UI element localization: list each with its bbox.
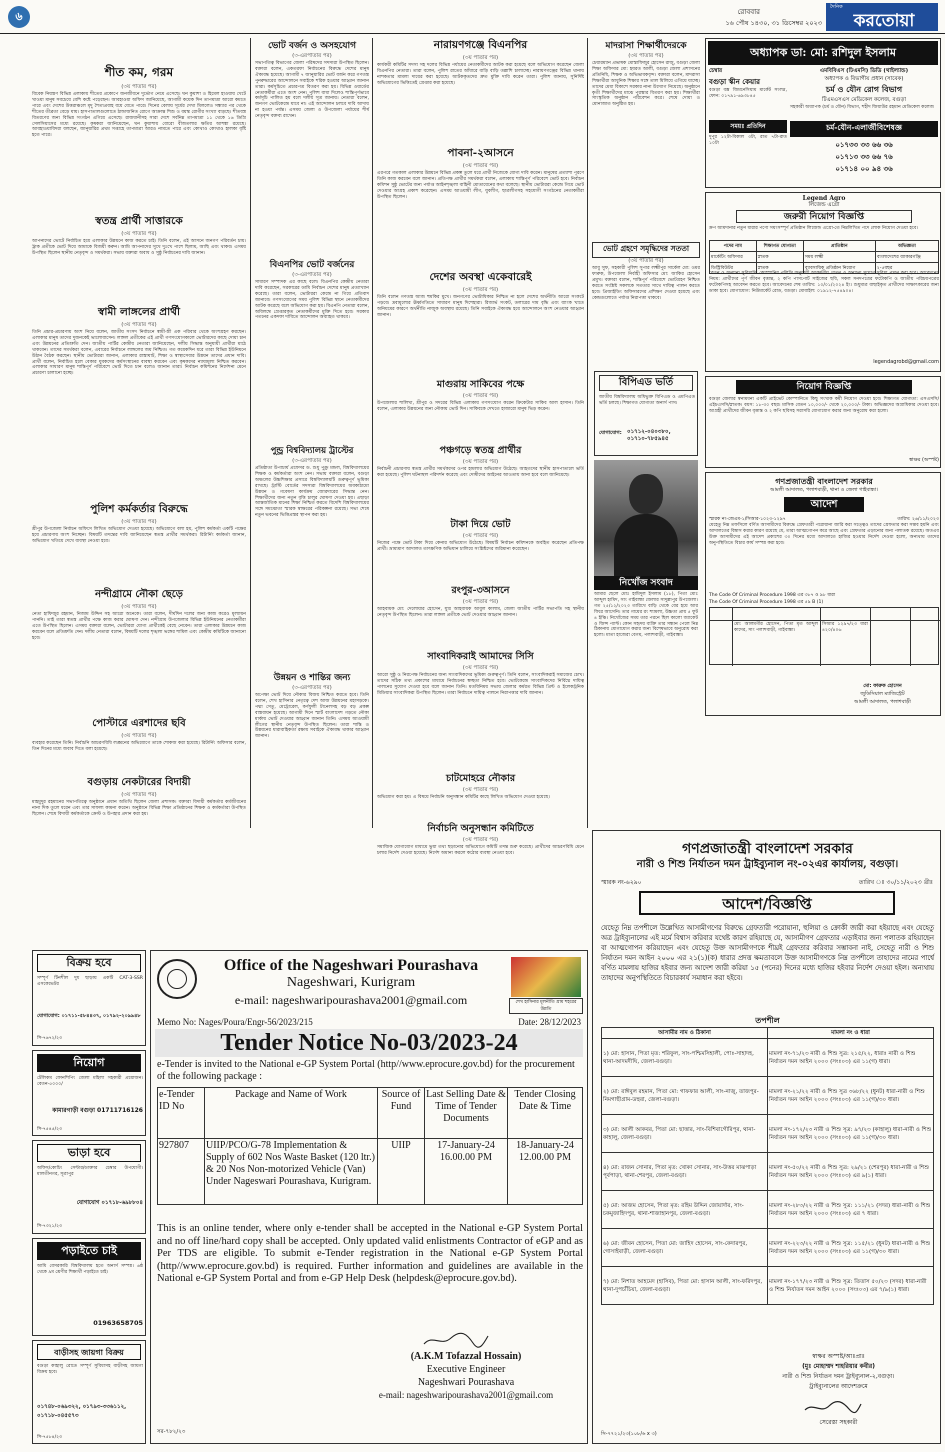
column-3 xyxy=(377,36,584,856)
niyog-ad xyxy=(705,376,941,468)
niyog-sign: স্বাক্ষর (অস্পষ্ট) xyxy=(909,457,939,463)
tender-signer: (A.K.M Tofazzal Hossain) xyxy=(410,1351,522,1362)
article-heading: পুন্ড্র বিশ্ববিদ্যালয় ট্রাস্টের xyxy=(270,446,354,456)
article-heading: ভোট গ্রহণে সমৃদ্ধিদের সততা xyxy=(592,242,700,258)
tender-th: e-Tender ID No xyxy=(158,1088,205,1139)
tender-cell: 17-January-24 16.00.00 PM xyxy=(425,1139,508,1205)
masthead-day: রোববার xyxy=(737,8,760,16)
article-heading: নারায়ণগঞ্জে বিএনপির xyxy=(433,39,528,51)
table-row xyxy=(602,1191,934,1229)
article-body: আপনাদের ভোটে নির্বাচিত হয়ে এলাকার উন্নয়নে কাজ করতে চাই। তিনি বলেন, এই আসনে জনগণ পরিবর্তন চায়। ট্রাক প্রতীকে ভোট দিয়ে আমাকে বিজয়ী করুন। আমি আপনাদের সুখে দুঃখে পাশে ছিলাম, আছি এবং থাকব। এসময় উপস্থিত ছিলেন স্থানীয় নেতৃবৃন্দ ও সমর্থকরা। সভায় বক্তারা অবাধ ও সুষ্ঠু নির্বাচনের দাবি জানান। xyxy=(32,239,246,256)
article-heading: ভোট বর্জন ও অসহযোগ xyxy=(267,41,357,51)
classified-ad xyxy=(32,950,146,1046)
page-number: ৬ xyxy=(15,10,23,23)
tender-role: Executive Engineer xyxy=(426,1364,506,1375)
article-continued: (৩য় পাতার পর) xyxy=(462,787,499,793)
gov2-th: মামলা নং ও ধারা xyxy=(768,1028,934,1039)
classified-ad xyxy=(32,1140,146,1234)
classifieds xyxy=(32,950,146,1444)
classified-ad xyxy=(32,1340,146,1444)
tender-signature xyxy=(421,1331,491,1349)
article-continued: (৩-এরপাতার পর) xyxy=(292,53,332,59)
article-body: নেতা হাফিজুর রহমান, নিজাম উদ্দিন সহ আরো অনেকে। তারা বলেন, দীর্ঘদিন দলের জন্য কাজ করেও মূল্যায়ন পাননি। তাই তারা স্বতন্ত্র প্রার্থীর পক্ষে কাজ করার ঘোষণা দেন। নন্দীগ্রাম উপজেলার বিভিন্ন ইউনিয়নের নেতাকর্মীরা এতে উপস্থিত ছিলেন। এসময় বক্তারা বলেন, ভোটাররা যোগ্য প্রার্থীকেই বেছে নেবেন। তারা এলাকার উন্নয়নে কাজ করবেন বলে প্রতিশ্রুতি দেন। দলীয় নেতারা বলেন, বিষয়টি দলের শৃঙ্খলা ভঙ্গের শামিল এবং কেন্দ্রীয় কমিটিকে জানানো হবে। xyxy=(32,612,246,641)
classified-text: আমি বেসরকারি বিশ্ববিদ্যালয় হতে অনার্স সম্পন্ন। ৬ষ্ঠ থেকে ৯ম শ্রেণীর শিক্ষার্থী পড়াইতে চাই। xyxy=(37,1264,143,1275)
table-cell: মামলা নং-২২৩/২২ নারী ও শিশু সুত্র: ১১৫/২১ (ধুনট) ধারা-নারী ও শিশু নির্যাতন দমন আইন ২০০০ (সংঃ০৩) এর ১১(গ)/৩০ ধারা। xyxy=(768,1229,934,1267)
legend-title: জরুরী নিয়োগ বিজ্ঞপ্তি xyxy=(736,210,912,223)
gov2-date: তারিখ ঃ ৩০/১১/২০২৩ খ্রীঃ xyxy=(858,879,933,886)
legend-intro: ক্রপ আমদানার নতুন ধারার পণ্যে সয়ংসম্পূর্ণ প্রতিষ্ঠান লিজেন্ড এগ্রো-তে নিম্নলিখিত পদে লোক নিয়োগ দেওয়া হবে। xyxy=(709,226,918,231)
article-body: নিজের পক্ষে ভোট টাকা দিয়ে কেনার অভিযোগ উঠেছে। বিষয়টি নির্বাচন কমিশনকে অবহিত করেছেন প্রতিপক্ষ প্রার্থী। ভ্রাম্যমাণ আদালত তাৎক্ষণিক অভিযান চালিয়ে সংশ্লিষ্টদের জরিমানা করেছেন। xyxy=(377,541,584,552)
gov1-table-text: মো: আলমগীর হোসেন, পিতা মৃত আব্দুল কাদের, সাং পলাশবাড়ী, গাইবান্ধা। xyxy=(734,622,818,633)
legend-cell: ডিস্ট্রিবিউটর xyxy=(710,263,757,274)
gov1-sign-place: আমলী আদালত, পলাশবাড়ী xyxy=(854,699,911,705)
classified-phone: যোগাযোগ ০১৭১৮-৬৯৮৮০৪ xyxy=(76,1200,143,1206)
masthead-brand-box xyxy=(826,3,938,31)
article-continued: (৩য় পাতার পর) xyxy=(121,604,157,610)
legend-cell: স্নাতক xyxy=(756,252,803,263)
tender-place: Nageshwari, Kurigram xyxy=(286,975,416,990)
missing-title: নিখোঁজ সংবাদ xyxy=(594,576,698,590)
article-heading: মাদরাসা শিক্ষার্থীদেরকে xyxy=(605,41,687,51)
article-heading: স্বামী লাঙ্গলের প্রার্থী xyxy=(98,306,180,318)
article-heading: রংপুর-৩আসনে xyxy=(451,585,510,596)
article-body: অভিযোগ করা হয়। এ বিষয়ে নির্বাচনি অনুসন্ধান কমিটির কাছে লিখিত অভিযোগ দেওয়া হয়েছে। xyxy=(377,795,550,800)
article-body: শ্রীপুর উপজেলা নির্বাচন অফিসে লিখিত অভিযোগ দেওয়া হয়েছে। অভিযোগে বলা হয়, পুলিশ কর্মকর্তা একটি পক্ষের হয়ে প্রচারণায় অংশ নিচ্ছেন। বিষয়টি তদন্তের দাবি জানিয়েছেন স্বতন্ত্র প্রার্থীর সমর্থকরা। রিটার্নিং কর্মকর্তা জানান, অভিযোগ খতিয়ে দেখে ব্যবস্থা নেওয়া হবে। xyxy=(32,527,246,544)
doctor-college: টিএমএসএস মেডিকেল কলেজ, বগুড়া xyxy=(821,97,907,103)
classified-phone: ০১৭৪৮-০৬৯৩২২, ০১৭৯৩-৩৩৬১১২, ০১৭১৮-০৪৫৫৭৩ xyxy=(37,1404,127,1419)
gov1-law2: The Code Of Criminal Procedure 1998 এর ৫৯ B (1) xyxy=(709,600,824,605)
doctor-phone: ০১৭১৩ ৩৩ ৬৬ ৭৬ xyxy=(835,153,893,161)
table-row xyxy=(602,1039,934,1077)
article-heading: উন্নয়ন ও শান্তির জন্য xyxy=(273,673,351,683)
bped-text: জাতীয় বিশ্ববিদ্যালয় অধিভুক্ত বিপিএড ও এমপিএড ভর্তি চলছে। শিক্ষাগত যোগ্যতা অনার্স পাস। xyxy=(599,395,695,406)
doctor-phone: ০১৭৩৩ ৩৩ ৬৬ ৩৬ xyxy=(835,141,893,149)
classified-code: সি-৭৩২১/২৩ xyxy=(37,1224,62,1229)
article-continued: (৩য় পাতার পর) xyxy=(462,287,499,293)
table-cell: মামলা নং-৭১/২৩ নারী ও শিশু সুত্র: ২১৫/২২, ধারাঃ নারী ও শিশু নির্যাতন দমন আইন ২০০০ (সংঃ০৩) এর ১১(গ) ধারা। xyxy=(768,1039,934,1077)
classified-code: সি-৭৫৮৪/২৩ xyxy=(37,1435,62,1440)
article-body: এরপরে গতকাল এলাকার উন্নয়নে বিভিন্ন প্রকল্প তুলে ধরে প্রার্থী নিজেকে যোগ্য দাবি করেন। মানুষের প্রত্যাশা পূরণে তিনি কাজ করবেন বলে জানান। প্রতিপক্ষ প্রার্থীর সমর্থকরা বলেন, এলাকায় শান্তিপূর্ণ পরিবেশে ভোট হবে। নির্বাচন কমিশন সুষ্ঠু ভোটের জন্য পর্যাপ্ত আইনশৃঙ্খলা বাহিনী মোতায়েনের কথা বলেছে। স্থানীয় ভোটাররা কেন্দ্রে গিয়ে ভোট দেওয়ার আগ্রহ প্রকাশ করেছেন। এসময় আওয়ামী লীগ, যুবলীগ, ছাত্রলীগসহ সহযোগী সংগঠনের নেতাকর্মীরা উপস্থিত ছিলেন। xyxy=(377,171,584,200)
chamber-label: চেম্বার xyxy=(709,68,723,74)
tender-title: Tender Notice No-03/2023-24 xyxy=(155,1029,583,1057)
tender-th: Package and Name of Work xyxy=(205,1088,378,1139)
article-body: উপজেলার শালিখা, শ্রীপুর ও সদরের বিভিন্ন এলাকায় গণসংযোগ করেন ক্রিকেটার সাকিব আল হাসান। তিনি বলেন, এলাকার উন্নয়নের জন্য নৌকায় ভোট দিন। সাকিবকে দেখতে হাজারো মানুষ ভিড় করেন। xyxy=(377,401,584,412)
classified-phone: কামারগাড়ী বগুড়া 01711716126 xyxy=(52,1107,143,1114)
classified-text: অফিস/কোচিং সেন্টার/ডাক্তার চেম্বার উপযোগী। মালতীনগর, সূত্রাপুর xyxy=(37,1166,143,1177)
article-continued: (৩-এরপাতার পর) xyxy=(292,685,332,691)
table-cell: ৬) মো: জীবন হোসেন, পিতা মো: জাহিদ হোসেন, সাং-কেদারপুর, গোসাইবাড়ী, জেলা-বগুড়া। xyxy=(602,1229,768,1267)
gov1-table-text: সিআর ১২৯৭/২৩ ধারা ৪২০/৪০৬ xyxy=(822,622,868,633)
article-heading: নির্বাচনি অনুসন্ধান কমিটিতে xyxy=(427,823,534,834)
article-heading: দেশের অবস্থা একেবারেই xyxy=(429,271,532,283)
table-cell: ১) মো: হাসান, পিতা মৃত: শরিফুল, সাং-পশ্চিমসিহালী, পোঃ-সাহাদহ, থানা-আদমদীঘি, জেলা-বগুড়া। xyxy=(602,1039,768,1077)
gov2-code: সি-৭৭২১/২৩(১০৮/৬ x ৩) xyxy=(601,1431,657,1437)
tender-office: Office of the Nageshwari Pourashava xyxy=(223,957,479,974)
article-continued: (৩য় পাতার পর) xyxy=(121,322,157,328)
article-heading: টাকা দিয়ে ভোট xyxy=(450,519,511,530)
chamber-address: বগুড়া বক্স জিমনেসিয়াম মার্কেট সংলগ্ন, ফোন: ০১৭৯১-৬৯৩৮৪৫ xyxy=(709,88,787,99)
doctor-right xyxy=(790,68,938,186)
gov1-body: যেহেতু নিম্ন তফসিলে বর্ণিত আসামীদের বিরুদ্ধে গ্রেফতারী পরোয়ানা জারি করা সত্ত্বেও তাদের গ্রেফতার করা সম্ভব হয়নি এবং আদালতের বিশ্বাস করার কারণ রয়েছে যে, তারা আত্মগোপন করে আছে এবং গ্রেফতার এড়ানোর জন্য পলাতক রয়েছে। অতএব উক্ত আসামীদের এই আদেশ প্রকাশের ৩০ দিনের মধ্যে আদালতে হাজির হওয়ার নির্দেশ দেওয়া হলো, অন্যথায় তাদের অনুপস্থিতিতে বিচার কার্য সম্পন্ন করা হবে। xyxy=(709,523,939,546)
legend-cell: সময় লক্ষ্মী xyxy=(803,252,875,263)
classified-code: সি-৭৬৭২/২৩ xyxy=(37,1036,62,1041)
article-body: সভাপতিত্ব বিভাগের জেলা পরিষদের সদস্যরা উপস্থিত ছিলেন। বক্তারা বলেন, একতরফা নির্বাচনের বিরুদ্ধে দেশের মানুষ ঐক্যবদ্ধ হয়েছে। আগামী ৭ জানুয়ারির ভোট বর্জন করে গণতন্ত্র পুনরুদ্ধারের আন্দোলনে সবাইকে শরিক হওয়ার আহ্বান জানান তারা। কর্মসূচিতে প্রচারপত্র বিতরণ করা হয়। বিভিন্ন ওয়ার্ডের নেতাকর্মীরা এতে অংশ নেন। পুলিশ বাধা দিলেও শান্তিপূর্ণভাবে কর্মসূচি পালিত হয় বলে দলীয় সূত্র জানায়। নেতারা বলেন, জনগণ ভোটকেন্দ্রে যাবে না। এই আন্দোলন চলবে দাবি আদায় না হওয়া পর্যন্ত। এসময় জেলা ও উপজেলা পর্যায়ের শীর্ষ নেতৃবৃন্দ বক্তব্য রাখেন। xyxy=(255,61,369,120)
doctor-dept: অধ্যাপক ও বিভাগীয় প্রধান (সাবেক) xyxy=(824,76,904,82)
emblem xyxy=(157,959,197,999)
signature-mark xyxy=(803,1399,863,1413)
legend-cell: স্নাতক xyxy=(756,263,803,274)
gov1-table xyxy=(709,607,939,665)
article-heading: পাবনা-২আসনে xyxy=(447,147,514,159)
time-text: দুপুর ১২টা-বিকাল ৩টা, রাত ৭টা-রাত ১০টা xyxy=(709,135,787,146)
tender-date: Date: 28/12/2023 xyxy=(518,1017,581,1027)
article-continued: (৩য় পাতার পর) xyxy=(121,792,157,798)
gov2-sign-3: নারী ও শিশু নির্যাতন দমন ট্রাইব্যুনাল-২,বগুড়া। xyxy=(782,1373,895,1380)
niyog-body: বগুড়া জেলার স্বনামধন্য একটি প্রাইভেট কোম্পানিতে কিছু সংখ্যক কর্মী নিয়োগ দেওয়া হবে। শিক্ষাগত যোগ্যতা: এসএসসি/এইচএসসি/স্নাতক। বয়স: ১৮-৩০ বছর। মাসিক বেতন ১০,০০০/- থেকে ২০,০০০/- টাকা। অভিজ্ঞদের অগ্রাধিকার দেওয়া হবে। আগ্রহী প্রার্থীদের জীবন বৃত্তান্ত ও ২ কপি ছবিসহ সরাসরি যোগাযোগ করার জন্য অনুরোধ করা হলো। xyxy=(709,397,939,414)
gov2-clerk: সেরেস্তা সহকারী xyxy=(819,1419,858,1426)
person-figure xyxy=(629,474,663,514)
article-continued: (৩য় পাতার পর) xyxy=(121,84,157,90)
classified-title: পড়াইতে চাই xyxy=(37,1242,141,1260)
classified-title: বাড়ীসহ জায়গা বিক্রয় xyxy=(37,1344,141,1360)
article-continued: (৩য় পাতার পর) xyxy=(121,519,157,525)
gov2-body: যেহেতু নিম্ন তপশীলে উল্লেখিত আসামীগণের বিরুদ্ধে গ্রেফতারী পরোয়ানা, হুলিয়া ও ক্রোকী জারী করা হইয়াছে এবং যেহেতু অত্র ট্রাইব্যুনালের এই মর্মে বিশ্বাস করিবার যথেষ্ট কারণ রহিয়াছে যে, আসামীগণ গ্রেফতার এড়াইবার জন্য পলাতক রহিয়াছেন বা আত্মগোপন করিয়াছেন এবং যেহেতু উক্ত আসামীগণকে শীঘ্রই গ্রেফতার করিবার সম্ভাবনা নাই, সেহেতু নারী ও শিশু নির্যাতন দমন আইন ২০০০ এর ২১(১)(ক) ধারার প্রদত্ত ক্ষমতাবলে উক্ত আসামীগণকে নিম্ন তপশীলে তাহাদের নামের পার্শ্বে বর্ণিত মামলায় হাজির হইবার জন্য আদেশ জারী করিয়া ১৫ (পনের) দিনের মধ্যে হাজির হইবার নির্দেশ দেওয়া হইল। অন্যথায় তাহাদের অনুপস্থিতিতে বিচারকার্য সমাধান করা হইবে। xyxy=(601,924,934,982)
gov2-subtitle: নারী ও শিশু নির্যাতন দমন ট্রাইব্যুনাল নং-০২এর কার্যালয়, বগুড়া। xyxy=(636,859,899,870)
article-heading: পোস্টারে এরশাদের ছবি xyxy=(92,718,186,729)
masthead-date: ১৬ পৌষ ১৪৩০, ৩১ ডিসেম্বর ২০২৩ xyxy=(725,19,822,27)
article-heading: পুলিশ কর্মকর্তার বিরুদ্ধে xyxy=(90,503,188,515)
column-rule xyxy=(587,38,588,828)
doctor-phone: ০১৭১৪ ০০ ৯৪ ৩৬ xyxy=(835,165,893,173)
gov1-subtitle: আমলী আদালত, পলাশবাড়ী, থানা ও জেলা গাইবান্ধা। xyxy=(770,487,878,493)
table-row xyxy=(602,1077,934,1115)
article-continued: (৩য় পাতার পর) xyxy=(462,599,499,605)
bped-title: বিপিএড ভর্তি xyxy=(599,375,693,391)
doctor-left xyxy=(709,68,787,186)
classified-code: সি-৭৫৪৫/২৩ xyxy=(37,1127,62,1132)
article-heading: স্বতন্ত্র প্রার্থী সাত্তারকে xyxy=(95,215,183,227)
gov-order-2 xyxy=(592,830,941,1444)
table-row xyxy=(602,1229,934,1267)
legend-cell: মার্কেটিং অফিসার xyxy=(710,252,757,263)
tender-email2: e-mail: nageshwaripourashava2001@gmail.com xyxy=(378,1390,554,1400)
tender-badge: শেখ হাসিনার মূলনীতি গ্রাম শহরের উন্নতি xyxy=(509,998,583,1014)
article-continued: (৩য় পাতার পর) xyxy=(628,258,664,264)
tender-note: This is an online tender, where only e-tender shall be accepted in the National e-GP System Portal and no off line/hard copy shall be accepted. Only updated valid enlistments Contractor of eGP and as Per TDS are eligible. To submit e-Tender registration in the National e-GP System Portal (http//www.eprocure.gov.bd) is required. Further information and guidelines are available in the National e-GP System Portal and from e-GP Help Desk (helpdesk@eprocure.gov.bd). xyxy=(157,1223,583,1284)
doctor-note: সহকারী অধ্যাপক (চর্ম ও যৌন) বিভাগ, শহীদ জিয়াউর রহমান মেডিকেল কলেজ xyxy=(790,105,934,110)
masthead-brand: করতোয়া xyxy=(853,11,915,31)
masthead xyxy=(0,0,945,34)
legend-cell: ব্যাবসায়িক প্রতিষ্ঠান নিয়োগ xyxy=(803,263,875,274)
tender-th: Last Selling Date & Time of Tender Documents xyxy=(425,1088,508,1139)
time-label: সময়ঃ প্রতিদিন xyxy=(709,120,787,133)
page-number-badge xyxy=(8,6,30,28)
article-continued: (৩য় পাতার পর) xyxy=(121,733,157,739)
article-body: সমাজিক যোগাযোগ মাধ্যমে ভুয়া তথ্য ছড়ানোর অভিযোগে কমিটি তদন্ত শুরু করেছে। প্রার্থীদের আচরণবিধি মেনে চলার নির্দেশ দেওয়া হয়েছে। নির্দেশ অমান্য করলে কঠোর ব্যবস্থা নেওয়া হবে। xyxy=(377,845,584,856)
table-cell: ৪) মো: রাজন সোনার, পিতা মৃত: খোকা সোনার, সাং-উত্তর মাঝপাড়া পূর্বপাড়া, থানা-শেরপুর, জেলা-বগুড়া। xyxy=(602,1153,768,1191)
article-continued: (৩য় পাতার পর) xyxy=(462,55,499,61)
legend-th: শিক্ষাগত যোগ্যতা xyxy=(756,241,803,252)
tender-memo: Memo No: Nages/Poura/Engr-56/2023/215 xyxy=(157,1017,313,1027)
table-cell: মামলা নং-২১/২২ নারী ও শিশু সুত্র ৩৬৮/২২ (ধুনট) ধারা-নারী ও শিশু নির্যাতন দমন আইন ২০০০ (সংঃ০৩) এর ১১(গ)/৩০ ধারা। xyxy=(768,1077,934,1115)
article-continued: (৩য় পাতার পর) xyxy=(628,53,664,59)
article-continued: (৩-এরপাতার পর) xyxy=(292,272,332,278)
article-heading: পঞ্চগড়ে স্বতন্ত্র প্রার্থীর xyxy=(439,445,522,456)
article-heading: শীত কম, গরম xyxy=(104,65,174,79)
tender-cell: 18-January-24 12.00.00 PM xyxy=(508,1139,583,1205)
classified-phone: 01963658705 xyxy=(93,1319,143,1327)
tender-th: Tender Closing Date & Time xyxy=(508,1088,583,1139)
gov1-date: তারিখ: ২৬/১১/২০২৩ xyxy=(897,517,939,522)
article-body: ব্যবহার করেছেন তিনি। নির্বাচনি আচরণবিধি লঙ্ঘনের অভিযোগে তাকে শোকজ করা হয়েছে। রিটার্নিং অফিসার বলেন, তিন দিনের মধ্যে জবাব দিতে বলা হয়েছে। xyxy=(32,741,246,752)
table-row xyxy=(158,1139,583,1205)
doctor-degree: এমবিবিএস (ঢিএমসি) ডিডি (থাইল্যান্ড) xyxy=(819,68,909,74)
article-body: আহবায়ক মো: দেলোয়ার হোসেন, যুগ্ম আহবায়ক আবুল কালাম, জেলা জাতীয় পার্টির সভাপতি সহ স্থানীয় নেতৃবৃন্দ উপস্থিত ছিলেন। তারা লাঙ্গল প্রতীকে ভোট দেওয়ার আহ্বান জানান। xyxy=(377,607,584,618)
missing-text: আমার ছেলে মোঃ হামিদুল ইসলাম (১৮), পিতা মোঃ আব্দুল হামিদ, সাং গাইবান্ধা জেলার সাদুল্লাপুর উপজেলা। গত ২৫/১২/২০২৩ তারিখে বাড়ি থেকে বের হয়ে আর ফিরে আসেনি। তার গায়ের রং শ্যামলা, উচ্চতা প্রায় ৫ ফুট ৪ ইঞ্চি। নিখোঁজের সময় তার পরনে ছিল কালো জ্যাকেট ও জিন্স প্যান্ট। কোন সহৃদয় ব্যক্তি তার সন্ধান পেলে নিম্ন ঠিকানায় যোগাযোগ করার জন্য বিশেষভাবে অনুরোধ করা হলো। মাতা হাজেরা বেগম, পলাশবাড়ী, গাইবান্ধা। xyxy=(594,592,698,639)
tender-org: Nageshwari Pourashava xyxy=(417,1377,515,1388)
masthead-brand-small: দৈনিক xyxy=(830,4,843,10)
tender-cell: 927807 xyxy=(158,1139,205,1205)
legend-th: পদের নাম xyxy=(710,241,757,252)
article-continued: (৩-এরপাতার পর) xyxy=(292,458,332,464)
table-row xyxy=(710,252,939,263)
article-body: কার্যকরী কমিটির সদস্য সহ দলের বিভিন্ন পর্যায়ের নেতাকর্মীদের আটক করা হয়েছে বলে অভিযোগ করেছেন জেলা বিএনপির নেতারা। তারা বলেন, পুলিশ রাতের আঁধারে বাড়ি বাড়ি তল্লাশি চালাচ্ছে। নারায়ণগঞ্জের বিভিন্ন থানায় নাশকতার মামলা দায়ের করা হয়েছে। আটককৃতদের দ্রুত মুক্তি দাবি করেন তারা। পুলিশ জানায়, সুনির্দিষ্ট অভিযোগের ভিত্তিতেই গ্রেপ্তার করা হয়েছে। xyxy=(377,63,584,86)
bped-phones: ০১৭১২-০৪০৩৮০, ০১৭১০-৭৮৫৯৪৫ xyxy=(627,429,671,442)
chamber-name: বগুড়া স্কীন কেয়ার xyxy=(709,78,760,86)
article-body: প্রতিষ্ঠাতা উপাচার্য প্রফেসর ড. শুধু পুণ্ড্র মন্ডল, বিশ্ববিদ্যালয়ের শিক্ষক ও কর্মকর্তারা অংশ নেন। সভায় বক্তারা বলেন, বগুড়া অঞ্চলের উচ্চশিক্ষার প্রসারে বিশ্ববিদ্যালয়টি গুরুত্বপূর্ণ ভূমিকা রাখছে। ট্রাস্টি বোর্ডের সদস্যরা বিশ্ববিদ্যালয়ের অবকাঠামো উন্নয়ন ও গবেষণা কার্যক্রম জোরদারের সিদ্ধান্ত নেন। শিক্ষার্থীদের জন্য নতুন বৃত্তি চালুর ঘোষণা দেওয়া হয়। এছাড়া আন্তর্জাতিক মানের শিক্ষা নিশ্চিত করতে বিদেশি বিশ্ববিদ্যালয়ের সঙ্গে সমঝোতা স্মারক স্বাক্ষরের পরিকল্পনা রয়েছে। সভা শেষে নতুন ভবনের ভিত্তিপ্রস্তর স্থাপন করা হয়। xyxy=(255,466,369,519)
classified-title: বিক্রয় হবে xyxy=(37,954,141,972)
legend-brand: Legend Agro xyxy=(802,195,846,202)
column-rule xyxy=(250,38,251,828)
table-rule xyxy=(820,608,821,666)
classified-ad xyxy=(32,1238,146,1336)
legend-email: legendagrobd@gmail.com xyxy=(873,359,939,365)
classified-text: সম্পূর্ণ টিনশীল দুধ ছাড়ায় একটি CAT-3-SSR এসকেভেটর xyxy=(37,976,143,987)
legend-th: অভিজ্ঞতা xyxy=(875,241,938,252)
tender-cell: UIIP/PCO/G-78 Implementation & Supply of 602 Nos Waste Basket (120 ltr.) & 20 Nos Non-motorized Vehicle (Van) Under Nageswari Pourashava, Kurigram. xyxy=(205,1139,378,1205)
gov2-order: আদেশ/বিজ্ঞপ্তি xyxy=(639,891,895,915)
article-heading: বিএনপির ভোট বর্জনের xyxy=(269,260,355,270)
article-body: সাধারণ সম্পাদক এর কাছে বলে। বিএনপির কেন্দ্রীয় নেতারা দাবি করেছেন, সরকারের ডামি নির্বাচন দেশের মানুষ প্রত্যাখ্যান করেছে। তারা বলেন, ভোটাররা কেন্দ্রে না গিয়ে প্রতিবাদ জানাবে। গণসংযোগের সময় পুলিশ বিভিন্ন স্থানে নেতাকর্মীদের আটক করেছে বলে অভিযোগ করা হয়। বিএনপি নেতারা বলেন, অবিলম্বে গ্রেপ্তারকৃত নেতাকর্মীদের মুক্তি দিতে হবে। সরকার পতনের একদফা দাবিতে আন্দোলন অব্যাহত থাকবে। xyxy=(255,280,369,321)
table-rule xyxy=(710,620,940,621)
article-heading: নন্দীগ্রামে নৌকা ছেড়ে xyxy=(95,589,183,600)
gov1-sign-name: মো: ফারুক হোসেন xyxy=(863,683,902,689)
article-continued: (৩য় পাতার পর) xyxy=(462,665,499,671)
article-continued: (৩য় পাতার পর) xyxy=(121,231,157,237)
missing-photo xyxy=(594,460,698,576)
article-body: অপেক্ষা ভোট দিয়ে নৌকার বিজয় নিশ্চিত করতে হবে। তিনি বলেন, শেখ হাসিনার নেতৃত্বে দেশ আজ উন্নয়নের মহাসড়কে। পদ্মা সেতু, মেট্রোরেল, কর্ণফুলী টানেলসহ বড় বড় প্রকল্প বাস্তবায়ন হয়েছে। আগামী দিনে স্মার্ট বাংলাদেশ গড়তে নৌকা মার্কায় ভোট দেওয়ার আহ্বান জানান তিনি। এসময় আওয়ামী লীগের স্থানীয় নেতৃবৃন্দ উপস্থিত ছিলেন। তারা শান্তি ও উন্নয়নের ধারাবাহিকতা রক্ষায় সবাইকে ঐক্যবদ্ধ থাকার আহ্বান জানান। xyxy=(255,693,369,740)
table-rule xyxy=(910,608,911,666)
article-continued: (৩য় পাতার পর) xyxy=(462,533,499,539)
tender-th: Source of Fund xyxy=(378,1088,425,1139)
table-cell: মামলা নং-১৭৭/২৩ নারী ও শিশু সূত্র: তিতাস ৫০/২৩ (সদর) ধারা-নারী ও শিশু নির্যাতন দমন আইন ২০০০ (সংঃ০৩) এর ৭/৯(১) ধারা। xyxy=(768,1267,934,1305)
gov2-sign-4: ট্রাইব্যুনালের আদেশক্রমে xyxy=(809,1383,868,1390)
table-cell: মামলা নং-৫০/২২ নারী ও শিশু সুত্র: ২৯/২১ (শেরপুর) ধারা-নারী ও শিশু নির্যাতন দমন আইন ২০০০ (সংঃ০৩) এর ৯(১) ধারা। xyxy=(768,1153,934,1191)
article-heading: বগুড়ায় নেকটারের বিদায়ী xyxy=(87,777,191,788)
classified-title: ভাড়া হবে xyxy=(37,1144,141,1162)
classified-title: নিয়োগ xyxy=(37,1054,141,1072)
legend-table xyxy=(709,240,939,274)
gov2-sign-2: (মুঃ মোহাম্মদ শাহরিয়ার কবীর) xyxy=(802,1363,875,1370)
gov-order-1 xyxy=(705,472,941,716)
emblem-inner xyxy=(167,969,187,989)
classified-text: টেলিকম ফোনশিপিং জেলা মহিলা সহকারী প্রয়োজন। বেতন-৫০০০/ xyxy=(37,1076,143,1087)
table-row xyxy=(602,1115,934,1153)
niyog-title: নিয়োগ বিজ্ঞপ্তি xyxy=(736,380,912,394)
gov2-sign-1: স্বাক্ষর অস্পষ্ট/আঃপ্রাঃ xyxy=(812,1353,865,1360)
gov2-table xyxy=(601,1027,934,1305)
classified-phone: যোগাযোগ: ০১৭১১-৫৮৪৪৩৭, ০১৭৯২-২০৯৯৪৮ xyxy=(37,1013,141,1019)
article-continued: (৩য় পাতার পর) xyxy=(462,837,499,843)
article-body: নির্বাচনী প্রচারণায় স্বতন্ত্র প্রার্থীর সমর্থকদের ওপর হামলার অভিযোগ উঠেছে। আহতদের স্থানীয় হাসপাতালে ভর্তি করা হয়েছে। পুলিশ ঘটনাস্থল পরিদর্শন করেছে এবং দোষীদের আইনের আওতায় আনা হবে বলে জানিয়েছে। xyxy=(377,467,584,478)
article-continued: (৩য় পাতার পর) xyxy=(462,459,499,465)
article-body: চেয়ারম্যান প্রভাষক মোস্তাফিজুর হোসেন রাজু, বগুড়া জেলা শিক্ষা অফিসার মো: হযরত আলী, বগুড়া জেলা প্রশাসনের প্রতিনিধি, শিক্ষক ও অভিভাবকবৃন্দ। বক্তারা বলেন, মাদরাসা শিক্ষার্থীরা আধুনিক শিক্ষার সঙ্গে তাল মিলিয়ে এগিয়ে যাচ্ছে। তাদের মেধা বিকাশে সরকার নানা উদ্যোগ নিয়েছে। অনুষ্ঠানে কৃতী শিক্ষার্থীদের মাঝে পুরস্কার বিতরণ করা হয়। শিক্ষার্থীরা সাংস্কৃতিক অনুষ্ঠান পরিবেশন করে। শেষে দোয়া ও মোনাজাত অনুষ্ঠিত হয়। xyxy=(592,61,700,108)
classified-ad xyxy=(32,1050,146,1136)
article-body: তিনি বলেন গণতন্ত্র আজ হুমকির মুখে। জনগণের ভোটাধিকার নিশ্চিত না হলে দেশের অর্থনীতি আরো সংকটে পড়বে। দ্রব্যমূল্যের ঊর্ধ্বগতিতে সাধারণ মানুষ দিশেহারা। রিজার্ভ সংকট, ডলারের দাম বৃদ্ধি এবং ব্যাংক খাতে অনিয়মের কারণে অর্থনীতি নাজুক অবস্থায় রয়েছে। তিনি সবাইকে ঐক্যবদ্ধ হয়ে আন্দোলনে অংশ নেওয়ার আহ্বান জানান। xyxy=(377,295,584,318)
doctor-title: অধ্যাপক ডা: মো: রশিদুল ইসলাম xyxy=(708,41,938,65)
classified-text: বগুড়া কাহালু রোডে সম্পূর্ণ সুবিধাসহ বাড়ীসহ জায়গা বিক্রয় হবে। xyxy=(37,1364,143,1375)
gov2-list-title: তপশীল xyxy=(755,1015,780,1025)
table-cell: ৩) মো: আলী আকবর, পিতা মো: ছাত্তার, সাং-বিশিবাগৌরিপুর, থানা-কাহালু, জেলা-বগুড়া। xyxy=(602,1115,768,1153)
article-body: আরো সুষ্ঠু ও নিরপেক্ষ নির্বাচনের জন্য সাংবাদিকদের ভূমিকা গুরুত্বপূর্ণ। তিনি বলেন, সাংবাদিকরাই সমাজের চোখ। তাদের সঠিক তথ্য প্রকাশের মাধ্যমে নির্বাচনের স্বচ্ছতা নিশ্চিত হবে। ভোটকেন্দ্রে সাংবাদিকদের নির্বিঘ্নে দায়িত্ব পালনের সুযোগ দেওয়া হবে বলে জানান তিনি। মতবিনিময় সভায় জেলার কর্মরত বিভিন্ন প্রিন্ট ও ইলেকট্রনিক মিডিয়ার সাংবাদিকরা উপস্থিত ছিলেন। তারা নির্বাচনে দায়িত্ব পালনে নিরাপত্তার দাবি জানান। xyxy=(377,673,584,696)
legend-cell: ২-৫বছর xyxy=(875,263,938,274)
gov2-th: আসামীর নাম ও ঠিকানা xyxy=(602,1028,768,1039)
tender-intro: e-Tender is invited to the National e-GP System Portal (http//www.eprocure.gov.bd) for the procurement of the following package : xyxy=(157,1059,575,1082)
column-4 xyxy=(592,36,700,828)
gov1-law: The Code Of Criminal Procedure 1998 এর ৩৮৭ ও ৯৮ ধারা xyxy=(709,593,836,598)
article-body: মাহমুদুর রহমানের সভাপতিত্বে অনুষ্ঠানে প্রধান অতিথি ছিলেন জেলা প্রশাসক। বক্তারা বিদায়ী কর্মকর্তার কর্মজীবনের নানা দিক তুলে ধরেন এবং তার সাফল্য কামনা করেন। অনুষ্ঠানে বিভিন্ন শিক্ষা প্রতিষ্ঠানের শিক্ষক ও কর্মকর্তারা উপস্থিত ছিলেন। শেষে বিদায়ী কর্মকর্তাকে ক্রেস্ট ও উপহার প্রদান করা হয়। xyxy=(32,800,246,817)
bped-phone-label: যোগাযোগ: xyxy=(599,430,622,436)
article-body: তিনি প্রচার-প্রচারণায় অংশ নিয়ে বলেন, জাতীয় সংসদ নির্বাচনে স্বামী-স্ত্রী এক পরিবার থেকে অংশগ্রহণ করছেন। এলাকার মানুষ তাদের দুজনকেই ভালোবাসেন। লাঙ্গল প্রতীকের এই প্রার্থী গণসংযোগকালে ভোটারদের কাছে দোয়া চান এবং উন্নয়নের প্রতিশ্রুতি দেন। জাতীয় পার্টির কেন্দ্রীয় নেতারা জানিয়েছেন, দলীয় সিদ্ধান্ত অনুযায়ী প্রার্থীরা মাঠে থাকবেন। তাদের সমর্থকরা বলেন, এবারের নির্বাচনে লাঙ্গলের জয় নিশ্চিত। গত কয়েকদিন ধরে তারা বিভিন্ন ইউনিয়নে উঠান বৈঠক করছেন। স্থানীয় ভোটাররা জানান, এলাকার রাস্তাঘাট, শিক্ষা ও স্বাস্থ্যসেবার উন্নয়ন তাদের প্রধান দাবি। প্রার্থী বলেন, নির্বাচিত হলে বেকার যুবকদের কর্মসংস্থানের ব্যবস্থা করবেন এবং কৃষকদের ন্যায্যমূল্য নিশ্চিত করবেন। এলাকার সাধারণ মানুষ শান্তিপূর্ণ পরিবেশে ভোট দিতে চান বলেও জানান তারা। নির্বাচন কমিশনের নির্দেশনা মেনে প্রচারণা চালানো হচ্ছে। xyxy=(32,330,246,377)
gov2-title: গণপ্রজাতন্ত্রী বাংলাদেশ সরকার xyxy=(682,841,853,857)
legend-th: প্রাতিষ্ঠান xyxy=(803,241,875,252)
legend-agro-ad xyxy=(705,192,941,372)
column-1 xyxy=(32,36,246,828)
legend-cell: বাংলাদেশের ব্যাকারগঞ্জি xyxy=(875,252,938,263)
table-row xyxy=(602,1267,934,1305)
article-body: বিবেক নিয়ন্ত্রণ বিভিন্ন এলাকায় শীতের প্রকোপে জনজীবনে দুর্ভোগ নেমে এসেছে। ঘন কুয়াশা ও হিমেল হাওয়ায় খেটে খাওয়া মানুষ সবচেয়ে বেশি কষ্টে পড়েছেন। আবহাওয়া অফিস জানিয়েছে, আগামী কয়েক দিন তাপমাত্রা আরো কমতে পারে এবং দেশের উত্তরাঞ্চলে মৃদু শৈত্যপ্রবাহ বয়ে যেতে পারে। দিনের বেলায় সূর্যের দেখা মিললেও সন্ধ্যার পর থেকে শীতের তীব্রতা বেড়ে যায়। হাসপাতালগুলোতে ঠান্ডাজনিত রোগে আক্রান্ত শিশু ও বয়স্ক রোগীর সংখ্যা বাড়ছে। শীতবস্ত্র বিতরণের জন্য বিভিন্ন সংগঠন এগিয়ে এসেছে। রাজধানীসহ সারা দেশে সর্বনিম্ন তাপমাত্রা ১১ থেকে ১৬ ডিগ্রি সেলসিয়াসের মধ্যে রয়েছে। কৃষকরা জানিয়েছেন, ঘন কুয়াশায় বোরো বীজতলার ক্ষতির আশঙ্কা রয়েছে। আবহাওয়াবিদরা বলছেন, জানুয়ারির প্রথম সপ্তাহে তাপমাত্রা আরও নামতে পারে এবং কোথাও কোথাও হালকা বৃষ্টি হতে পারে। xyxy=(32,92,246,139)
table-row xyxy=(602,1153,934,1191)
column-2 xyxy=(255,36,369,828)
doctor-special: চর্ম ও যৌন রোগ বিভাগ xyxy=(825,85,903,94)
legend-brand-bn: লিজেন্ড এগ্রো xyxy=(808,202,840,208)
table-cell: ২) মো: রাঈবুল রহমান, পিতা মো: গাফফার আলী, সাং-নাজু, তাজপুর-নিমগাছীগ্রাম-ডহুরা, জেলা-বগুড়া। xyxy=(602,1077,768,1115)
gov2-memo: স্মারক নং-৬২৯০ xyxy=(601,879,642,886)
bped-ad xyxy=(594,371,698,456)
table-cell: মামলা নং-২৮৩/২২ নারী ও শিশু সুত্র: ১১১/২১ (সদর) ধারা-নারী ও শিশু নির্যাতন দমন আইন ২০০০ (সংঃ০৩) এর ৭ ধারা। xyxy=(768,1191,934,1229)
tender-notice xyxy=(150,950,588,1444)
tender-code: সর-৭৮২/২৩ xyxy=(157,1429,186,1435)
legend-body: বেতন ও অন্যান্য সুবিধাদি: কোম্পানির পলিসি অনুযায়ী আকর্ষণীয় বেতন ও অন্যান্য সুযোগ সুবিধা প্রদান করা হবে। আবেদনের নিয়ম: প্রার্থীদের পূর্ণ জীবন বৃত্তান্ত, ২ কপি পাসপোর্ট সাইজের ছবি, সকল সনদপত্রের ফটোকপি ও জাতীয় পরিচয়পত্রের ফটোকপিসহ আবেদন করতে হবে। আবেদনের শেষ তারিখ: ১০/০১/২০২৪ ইং। শুধুমাত্র বাছাইকৃত প্রার্থীদের সাক্ষাৎকারের জন্য ডাকা হবে। যোগাযোগ: নিউমার্কেট রোড, বগুড়া। মোবাইল: ০১৯১২-৭৫৪৯০৪। xyxy=(709,271,939,294)
gov1-sign-role: জুডিসিয়াল ম্যাজিস্ট্রেট xyxy=(860,691,905,697)
table-cell: মামলা নং-১৭২/২৩ নারী ও শিশু সূত্র: ৯৭/২৩ (কাহালু) ধারা-নারী ও শিশু নির্যাতন দমন আইন ২০০০ (সংঃ০৩) এর ১১(গ)/৩০ ধারা। xyxy=(768,1115,934,1153)
article-continued: (৩য় পাতার পর) xyxy=(462,393,499,399)
gov1-memo: স্মারক নং-জেএম-১/সিআর-১০২৩-১২৯৭ xyxy=(709,517,786,522)
gov1-order: আদেশ xyxy=(784,497,864,512)
doctor-band: চর্ম-যৌন-এলার্জীবিশেষজ্ঞ xyxy=(790,121,938,137)
doctor-ad xyxy=(705,38,941,188)
table-cell: ৫) মো: আজম হোসেন, পিতা মৃত: রহিম উদ্দিন জোয়ার্দার, সাং-চকমুজাহিদপুর, থানা-শাজাহানপুর, জেলা-বগুড়া। xyxy=(602,1191,768,1229)
gov1-title: গণপ্রজাতন্ত্রী বাংলাদেশ সরকার xyxy=(775,476,873,486)
table-rule xyxy=(870,608,871,666)
article-body: আবু সুফ, সহকারী পুলিশ সুপার লক্ষ্মীপুর সার্কেল মো: ওমর ফারুক, উপজেলা নির্বাহী অফিসার মো: জাকির হোসেন প্রমুখ। বক্তারা বলেন, শান্তিপূর্ণ পরিবেশে ভোটগ্রহণ নিশ্চিত করতে সংশ্লিষ্ট সকলকে সততার সাথে দায়িত্ব পালন করতে হবে। প্রিজাইডিং অফিসারদের প্রশিক্ষণ দেওয়া হয়েছে এবং কেন্দ্রগুলোতে পর্যাপ্ত নিরাপত্তা থাকবে। xyxy=(592,266,700,301)
person-figure xyxy=(614,514,678,576)
tender-table xyxy=(157,1087,583,1205)
article-heading: সাংবাদিকরাই আমাদের সিসি xyxy=(427,651,534,662)
article-heading: মাগুরায় সাকিবের পক্ষে xyxy=(436,379,525,390)
column-rule xyxy=(372,38,373,828)
table-cell: ৭) মো: নিশাত আহমেদ (হাসিব), পিতা মো: হাসান আলী, সাং-ফরিদপুর, থানা-দুপচাঁচিয়া, জেলা-বগুড়া। xyxy=(602,1267,768,1305)
article-continued: (৩য় পাতার পর) xyxy=(462,163,499,169)
table-rule xyxy=(732,608,733,666)
badge-portrait xyxy=(511,957,581,997)
tender-email: e-mail: nageshwaripourashava2001@gmail.com xyxy=(234,993,468,1007)
tender-cell: UIIP xyxy=(378,1139,425,1205)
article-heading: চাটমোহরে নৌকার xyxy=(445,773,516,784)
